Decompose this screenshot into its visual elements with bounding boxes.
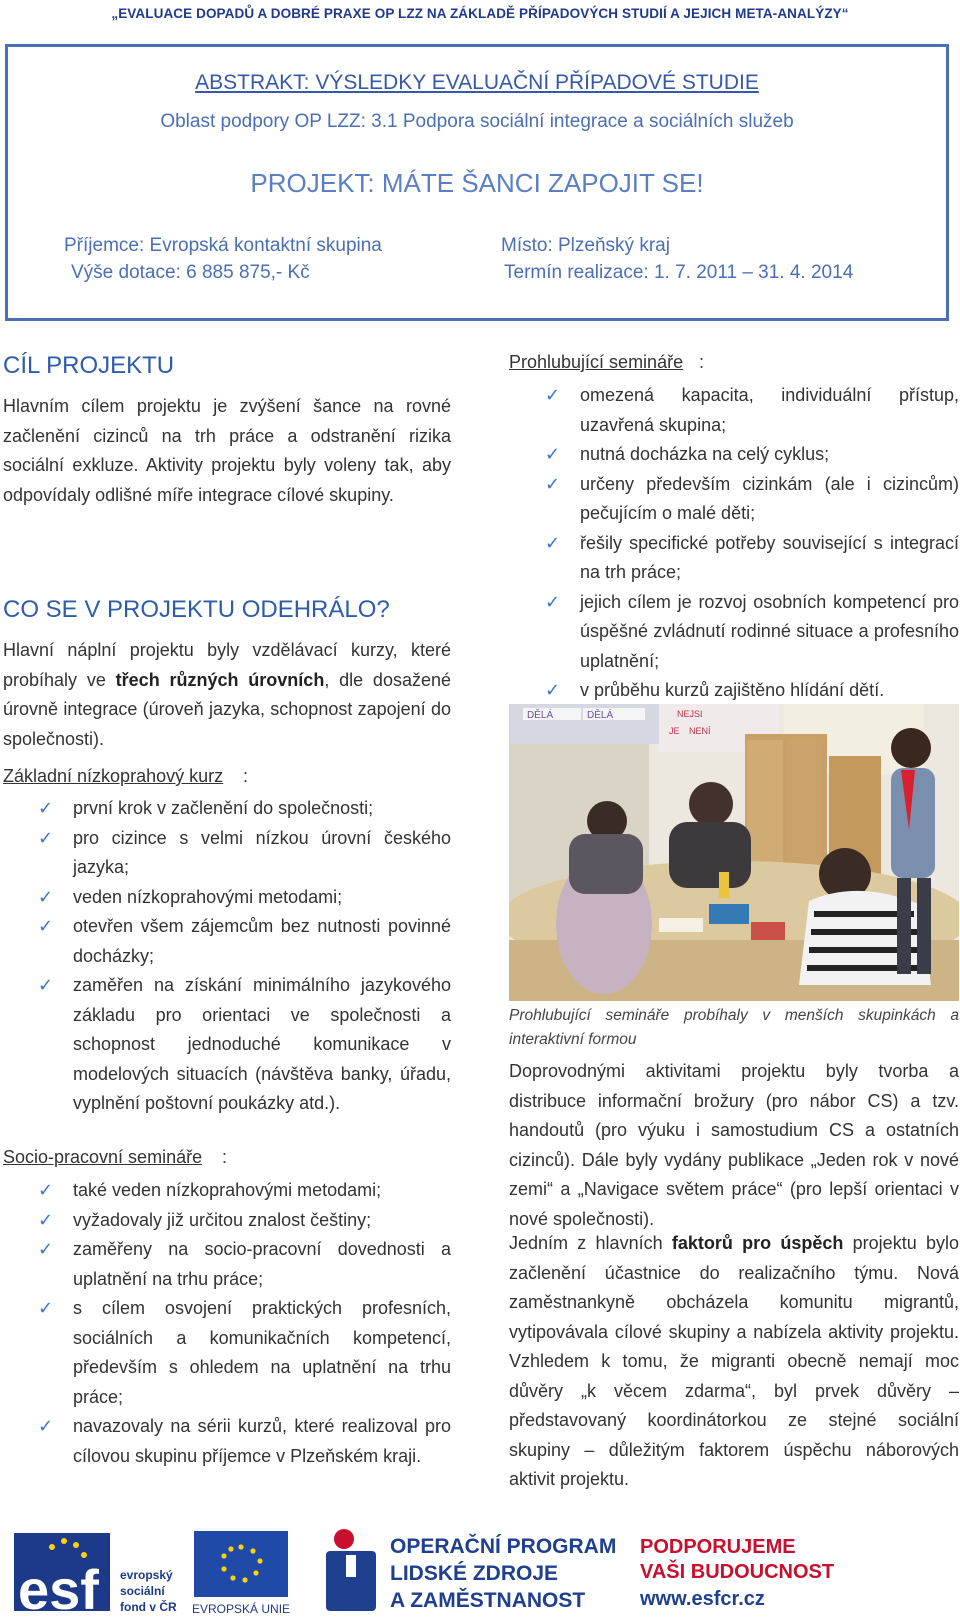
svg-text:EVROPSKÁ UNIE: EVROPSKÁ UNIE bbox=[192, 1602, 291, 1615]
checkmark-icon: ✓ bbox=[38, 886, 54, 907]
checkmark-icon: ✓ bbox=[38, 1180, 54, 1200]
basic-course-list bbox=[0, 794, 451, 1119]
checkmark-icon: ✓ bbox=[545, 444, 561, 464]
what-happened-text: Hlavní náplní projektu byly vzdělávací kurzy, které probíhaly ve třech různých úrovních, dle dosažené úrovně integrace (úroveň jazyka, schopnost zapojení do společnosti). bbox=[3, 640, 451, 749]
deep-seminar-item-text: omezená kapacita, individuální přístup, uzavřená skupina; bbox=[580, 385, 959, 435]
socio-item bbox=[0, 1235, 451, 1294]
svg-text:sociální: sociální bbox=[120, 1584, 165, 1598]
footer-logos bbox=[0, 1525, 960, 1615]
deep-seminar-item bbox=[507, 440, 959, 470]
footer-logo-strip bbox=[0, 1525, 960, 1615]
svg-text:NEJSI: NEJSI bbox=[677, 709, 703, 719]
grant-amount: Výše dotace: 6 885 875,- Kč bbox=[71, 262, 310, 283]
goal-heading: CÍL PROJEKTU bbox=[3, 352, 175, 379]
deep-seminar-item-text: určeny především cizinkám (ale i cizincům) pečujícím o malé děti; bbox=[580, 473, 959, 523]
socio-list bbox=[0, 1176, 451, 1471]
photo-caption: Prohlubující semináře probíhaly v menších skupinkách a interaktivní formou bbox=[509, 1007, 959, 1048]
socio-item bbox=[0, 1412, 451, 1471]
svg-text:A ZAMĚSTNANOST: A ZAMĚSTNANOST bbox=[390, 1589, 586, 1612]
basic-course-item bbox=[0, 912, 451, 971]
deep-seminar-item bbox=[507, 381, 959, 440]
socio-item-text: také veden nízkoprahovými metodami; bbox=[73, 1180, 382, 1200]
socio-item-text: navazovaly na sérii kurzů, které realizoval pro cílovou skupinu příjemce v Plzeňském kraji. bbox=[73, 1416, 451, 1466]
svg-text:www.esfcr.cz: www.esfcr.cz bbox=[640, 1588, 765, 1610]
checkmark-icon: ✓ bbox=[545, 680, 561, 700]
basic-course-item-text: veden nízkoprahovými metodami; bbox=[73, 886, 343, 907]
deep-seminar-item-text: nutná docházka na celý cyklus; bbox=[580, 444, 830, 464]
checkmark-icon: ✓ bbox=[38, 1416, 54, 1436]
svg-text:PODPORUJEME: PODPORUJEME bbox=[640, 1536, 796, 1558]
svg-text:fond v ČR: fond v ČR bbox=[120, 1600, 177, 1614]
svg-text:OPERAČNÍ PROGRAM: OPERAČNÍ PROGRAM bbox=[390, 1535, 617, 1558]
basic-course-item bbox=[0, 883, 451, 913]
project-title: PROJEKT: MÁTE ŠANCI ZAPOJIT SE! bbox=[250, 168, 704, 198]
esf-logo bbox=[14, 1533, 177, 1615]
document-header: „EVALUACE DOPADŮ A DOBRÉ PRAXE OP LZZ NA ZÁKLADĚ PŘÍPADOVÝCH STUDIÍ A JEJICH META-ANALÝZY“ bbox=[111, 6, 849, 21]
checkmark-icon: ✓ bbox=[38, 798, 54, 818]
checkmark-icon: ✓ bbox=[545, 473, 561, 494]
svg-text:DĚLÁ: DĚLÁ bbox=[527, 710, 554, 721]
support-slogan bbox=[639, 1536, 834, 1610]
checkmark-icon: ✓ bbox=[38, 827, 54, 848]
svg-text:JE: JE bbox=[669, 726, 680, 736]
deep-seminar-list bbox=[507, 381, 959, 706]
deep-seminar-item-text: v průběhu kurzů zajištěno hlídání dětí. bbox=[580, 680, 885, 700]
recipient: Příjemce: Evropská kontaktní skupina bbox=[64, 235, 382, 256]
deep-seminar-item bbox=[507, 529, 959, 588]
levels-emphasis: třech různých úrovních bbox=[115, 669, 325, 690]
basic-course-item bbox=[0, 794, 451, 824]
svg-text:evropský: evropský bbox=[120, 1568, 173, 1582]
checkmark-icon: ✓ bbox=[38, 916, 54, 936]
socio-label: Socio-pracovní semináře bbox=[3, 1147, 203, 1167]
basic-course-item bbox=[0, 971, 451, 1119]
supporting-activities-text: Doprovodnými aktivitami projektu byly tvorba a distribuce informační brožury (pro nábor CS) a tzv. handoutů (pro výuku i samostudium CS a ostatních cizinců). Dále byly vydány publikace „Jeden rok v nové zemi“ a „Navigace světem práce“ (pro lepší orientaci v nové společnosti). bbox=[509, 1061, 959, 1229]
deep-seminar-item bbox=[507, 676, 959, 706]
svg-text:LIDSKÉ ZDROJE: LIDSKÉ ZDROJE bbox=[390, 1562, 559, 1585]
deep-seminar-item bbox=[507, 588, 959, 677]
checkmark-icon: ✓ bbox=[38, 975, 54, 995]
realization-term: Termín realizace: 1. 7. 2011 – 31. 4. 2014 bbox=[504, 262, 854, 283]
seminar-photo bbox=[509, 704, 959, 1001]
socio-item bbox=[0, 1176, 451, 1206]
eu-flag-logo bbox=[192, 1531, 290, 1615]
socio-item-text: vyžadovaly již určitou znalost češtiny; bbox=[73, 1209, 372, 1230]
seminar-photo-illustration bbox=[509, 704, 959, 1001]
deep-seminar-item-text: jejich cílem je rozvoj osobních kompetencí pro úspěšné zvládnutí rodinné situace a profesního uplatnění; bbox=[580, 591, 959, 671]
checkmark-icon: ✓ bbox=[545, 532, 561, 553]
basic-course-item-text: otevřen všem zájemcům bez nutnosti povinné docházky; bbox=[73, 916, 451, 966]
socio-item-text: zaměřeny na socio-pracovní dovednosti a uplatnění na trhu práce; bbox=[73, 1239, 451, 1289]
checkmark-icon: ✓ bbox=[545, 591, 561, 612]
basic-course-label: Základní nízkoprahový kurz bbox=[3, 766, 224, 786]
what-happened-heading: CO SE V PROJEKTU ODEHRÁLO? bbox=[3, 596, 390, 623]
op-lzz-logo bbox=[326, 1529, 616, 1612]
place: Místo: Plzeňský kraj bbox=[501, 235, 670, 256]
abstract-box bbox=[5, 44, 949, 321]
basic-course-item bbox=[0, 824, 451, 883]
success-factor-text: Jedním z hlavních faktorů pro úspěch projektu bylo začlenění účastnice do realizačního týmu. Nová zaměstnankyně obcházela komunitu migrantů, vytipovávala cílové skupiny a nabízela aktivity projektu. Vzhledem k tomu, že migranti obecně nemají moc důvěry „k věcem zdarma“, byl prvek důvěry – představovaný koordinátorkou ze stejné sociální skupiny – důležitým faktorem úspěchu náborových aktivit projektu. bbox=[509, 1233, 959, 1489]
socio-item-text: s cílem osvojení praktických profesních, sociálních a komunikačních kompetencí, především s ohledem na uplatnění na trhu práce; bbox=[73, 1298, 451, 1407]
checkmark-icon: ✓ bbox=[38, 1298, 54, 1318]
success-emphasis: faktorů pro úspěch bbox=[671, 1233, 844, 1253]
deep-seminar-label: Prohlubující semináře bbox=[509, 352, 684, 372]
svg-text:NENÍ: NENÍ bbox=[689, 726, 711, 736]
svg-text:esf: esf bbox=[18, 1558, 99, 1615]
basic-course-item-text: pro cizince s velmi nízkou úrovní českého jazyka; bbox=[73, 827, 451, 877]
svg-text:VAŠI BUDOUCNOST: VAŠI BUDOUCNOST bbox=[640, 1561, 835, 1583]
socio-item bbox=[0, 1294, 451, 1412]
support-area: Oblast podpory OP LZZ: 3.1 Podpora sociální integrace a sociálních služeb bbox=[160, 111, 794, 132]
deep-seminar-item bbox=[507, 470, 959, 529]
deep-seminar-item-text: řešily specifické potřeby související s integrací na trh práce; bbox=[580, 532, 959, 582]
goal-text: Hlavním cílem projektu je zvýšení šance na rovné začlenění cizinců na trh práce a odstranění rizika sociální exkluze. Aktivity projektu byly voleny tak, aby odpovídaly odlišné míře integrace cílové skupiny. bbox=[3, 396, 451, 505]
socio-item bbox=[0, 1206, 451, 1236]
checkmark-icon: ✓ bbox=[38, 1209, 54, 1230]
checkmark-icon: ✓ bbox=[38, 1239, 54, 1259]
abstract-title: ABSTRAKT: VÝSLEDKY EVALUAČNÍ PŘÍPADOVÉ STUDIE bbox=[195, 71, 759, 94]
basic-course-item-text: zaměřen na získání minimálního jazykového základu pro orientaci ve společnosti a schopnost jednoduché komunikace v modelových situacích (návštěva banky, úřadu, vyplnění poštovní poukázky atd.). bbox=[73, 975, 451, 1113]
checkmark-icon: ✓ bbox=[545, 385, 561, 405]
svg-text:DĚLÁ: DĚLÁ bbox=[587, 710, 614, 721]
basic-course-item-text: první krok v začlenění do společnosti; bbox=[73, 798, 374, 818]
